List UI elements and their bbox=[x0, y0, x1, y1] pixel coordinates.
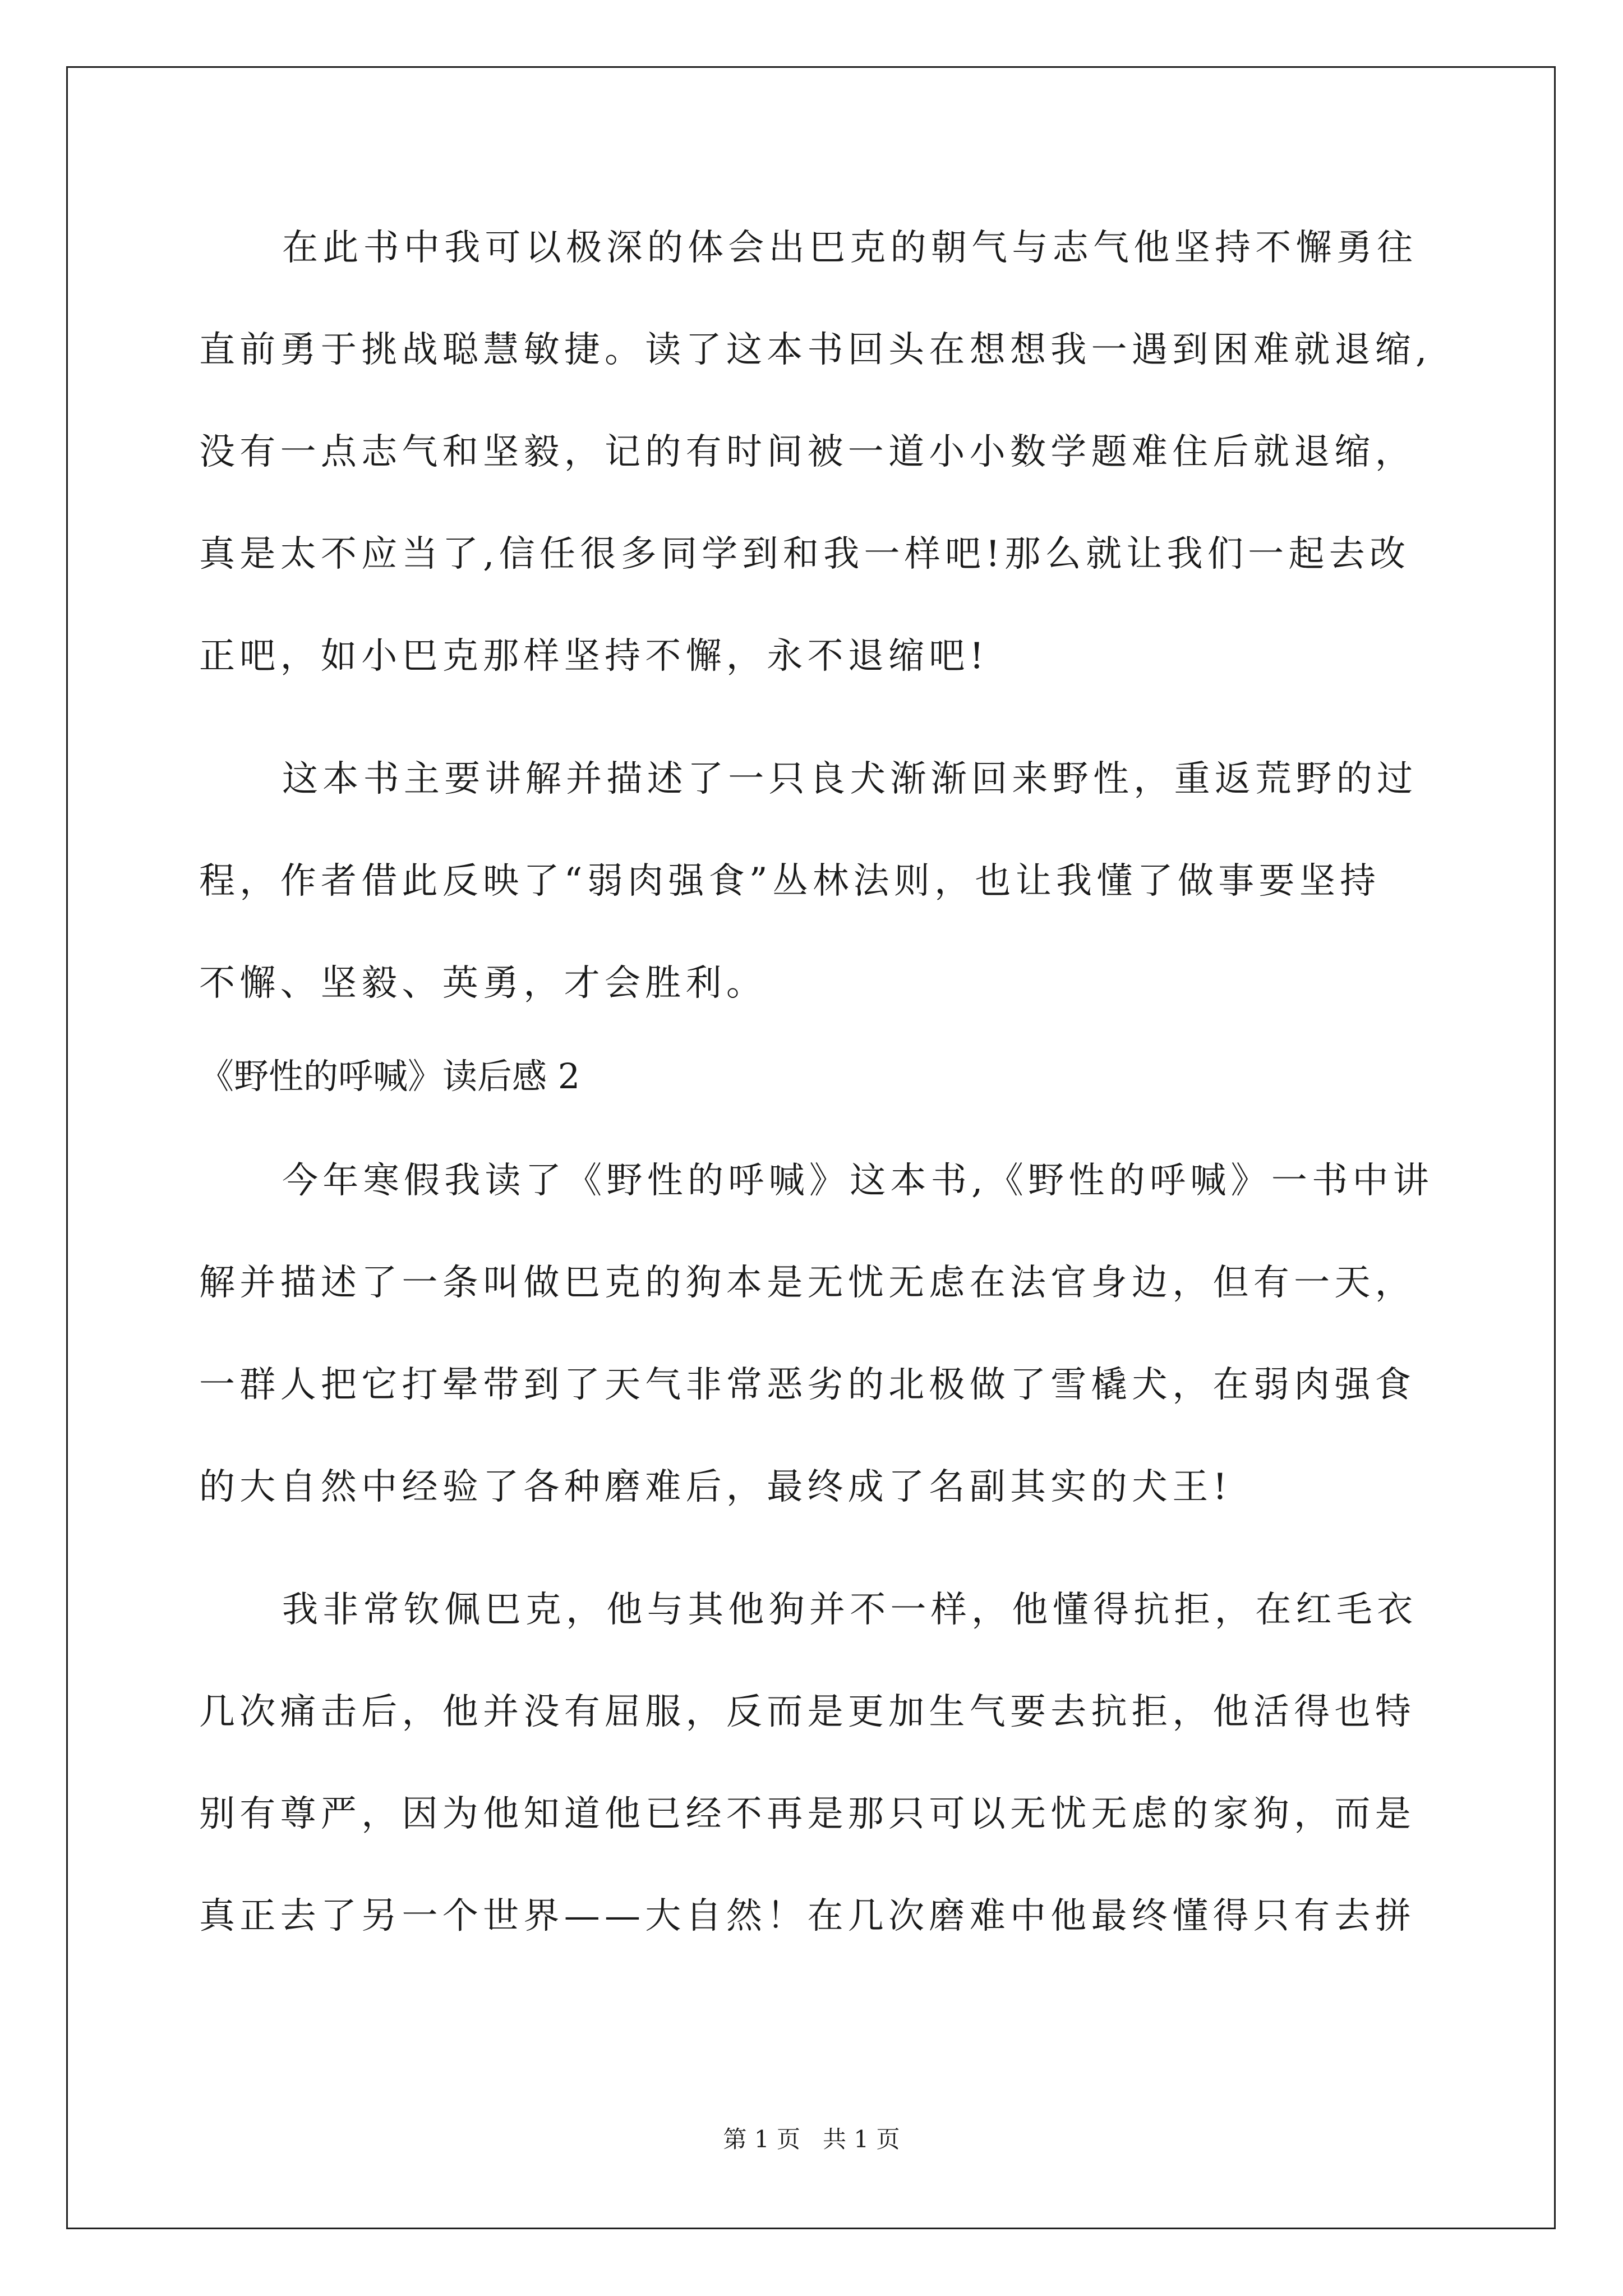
section-heading: 《野性的呼喊》读后感 2 bbox=[199, 1056, 580, 1097]
paragraph-1-line-5: 正吧，如小巴克那样坚持不懈，永不退缩吧! bbox=[199, 636, 989, 677]
paragraph-1-line-3: 没有一点志气和坚毅，记的有时间被一道小小数学题难住后就退缩， bbox=[199, 431, 1415, 473]
paragraph-4-line-4: 真正去了另一个世界——大自然！在几次磨难中他最终懂得只有去拼 bbox=[199, 1895, 1415, 1937]
paragraph-3-line-1: 今年寒假我读了《野性的呼喊》这本书,《野性的呼喊》一书中讲 bbox=[282, 1160, 1434, 1202]
paragraph-4-line-3: 别有尊严，因为他知道他已经不再是那只可以无忧无虑的家狗，而是 bbox=[199, 1793, 1415, 1835]
paragraph-3-line-4: 的大自然中经验了各种磨难后，最终成了名副其实的犬王! bbox=[199, 1466, 1232, 1508]
paragraph-2-line-2: 程，作者借此反映了“弱肉强食”丛林法则，也让我懂了做事要坚持 bbox=[199, 861, 1381, 902]
paragraph-4-line-1: 我非常钦佩巴克，他与其他狗并不一样，他懂得抗拒，在红毛衣 bbox=[282, 1589, 1418, 1631]
paragraph-4-line-2: 几次痛击后，他并没有屈服，反而是更加生气要去抗拒，他活得也特 bbox=[199, 1691, 1415, 1733]
paragraph-1-line-4: 真是太不应当了,信任很多同学到和我一样吧!那么就让我们一起去改 bbox=[199, 533, 1410, 575]
page-footer: 第 1 页 共 1 页 bbox=[723, 2125, 900, 2153]
paragraph-1-line-1: 在此书中我可以极深的体会出巴克的朝气与志气他坚持不懈勇往 bbox=[282, 227, 1418, 269]
paragraph-2-line-1: 这本书主要讲解并描述了一只良犬渐渐回来野性，重返荒野的过 bbox=[282, 758, 1418, 800]
paragraph-3-line-2: 解并描述了一条叫做巴克的狗本是无忧无虑在法官身边，但有一天， bbox=[199, 1262, 1415, 1304]
paragraph-3-line-3: 一群人把它打晕带到了天气非常恶劣的北极做了雪橇犬，在弱肉强食 bbox=[199, 1364, 1415, 1406]
paragraph-1-line-2: 直前勇于挑战聪慧敏捷。读了这本书回头在想想我一遇到困难就退缩, bbox=[199, 329, 1432, 371]
paragraph-2-line-3: 不懈、坚毅、英勇，才会胜利。 bbox=[199, 963, 767, 1004]
